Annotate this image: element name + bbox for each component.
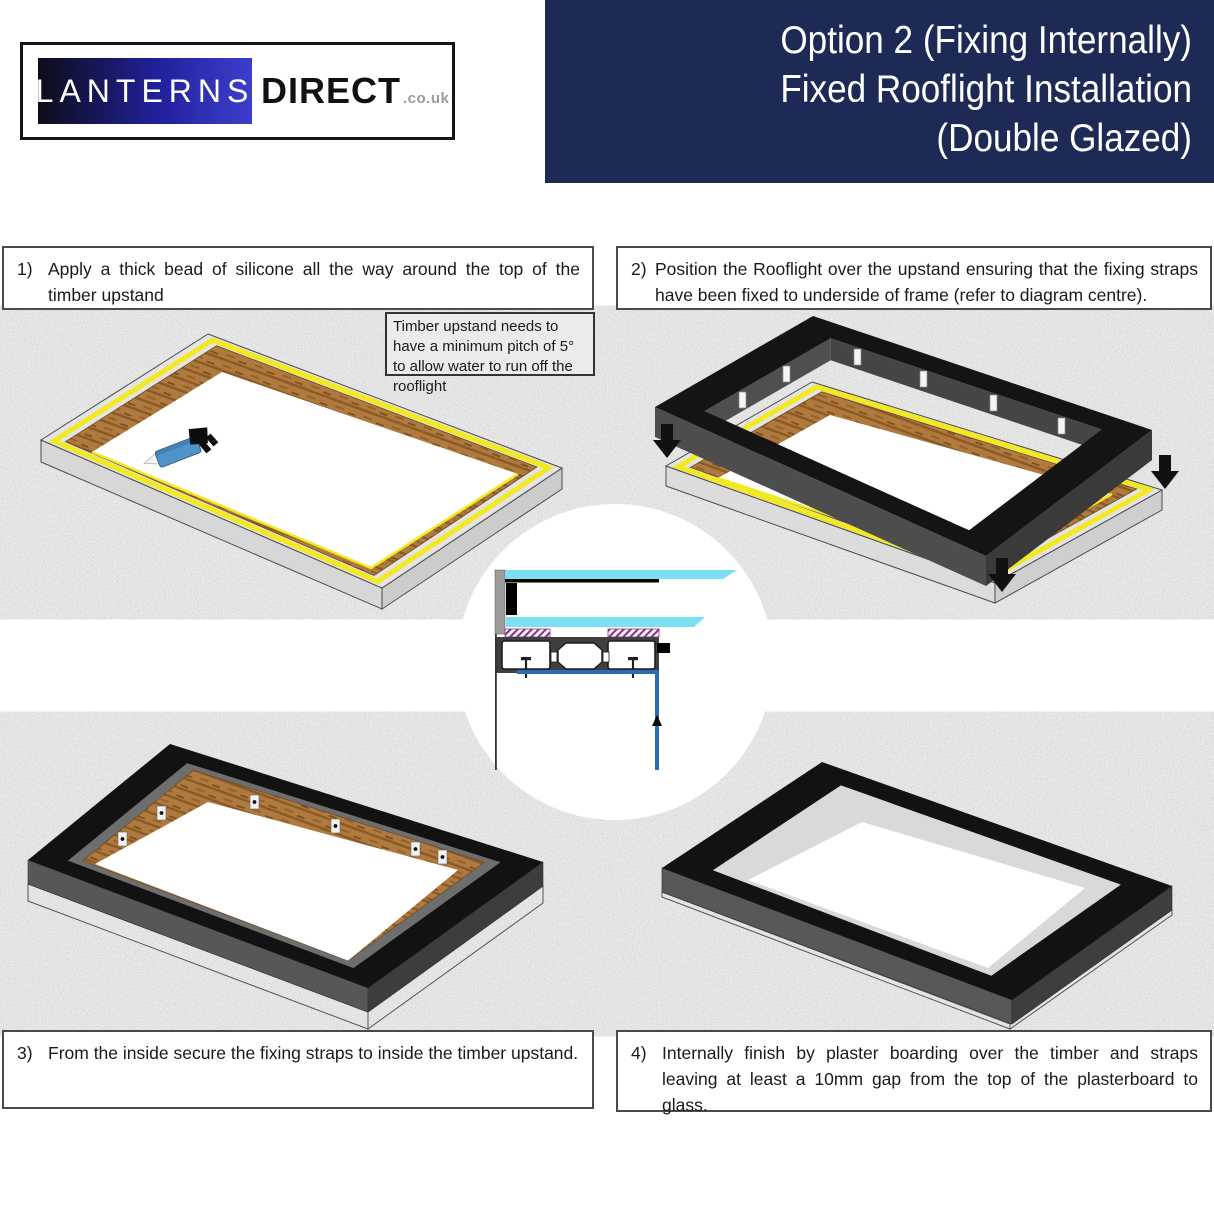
title-line-2: Fixed Rooflight Installation [780, 68, 1192, 111]
logo-brand-tld: .co.uk [403, 89, 450, 107]
step1-text: Apply a thick bead of silicone all the way around the top of the timber upstand [48, 259, 580, 305]
installation-diagram-canvas [0, 240, 1214, 1130]
title-line-3: (Double Glazed) [936, 117, 1192, 160]
step3-number: 3) [17, 1043, 33, 1063]
upstand-inner-line [495, 634, 497, 770]
thermal-gasket-left [505, 629, 550, 637]
step2-caption [616, 246, 1212, 310]
pitch-note: Timber upstand needs to have a minimum pitch of 5° to allow water to run off the rooflight [385, 312, 595, 376]
lanterns-direct-logo [20, 42, 455, 140]
glass-pane-top [505, 570, 737, 579]
step4-text: Internally finish by plaster boarding over the timber and straps leaving at least a 10mm gap from the top of the plasterboard to glass. [662, 1043, 1198, 1115]
step2-text: Position the Rooflight over the upstand ensuring that the fixing straps have been fixed to underside of frame (refer to diagram centre). [655, 259, 1198, 305]
logo-blue-panel [35, 58, 255, 124]
step2-number: 2) [631, 259, 647, 279]
glazing-spacer [506, 583, 517, 615]
step4-number: 4) [631, 1043, 647, 1063]
logo-brand-primary: LANTERNS [35, 72, 255, 109]
step1-number: 1) [17, 259, 33, 279]
step3-text: From the inside secure the fixing straps to inside the timber upstand. [48, 1043, 579, 1063]
thermal-gasket-right [608, 629, 659, 637]
step4-caption [616, 1030, 1212, 1115]
logo-brand-secondary: DIRECT [261, 70, 401, 111]
title-banner [545, 0, 1214, 183]
step1-caption [2, 246, 594, 310]
glass-pane-bottom [506, 617, 705, 627]
title-line-1: Option 2 (Fixing Internally) [780, 19, 1192, 62]
fixing-strap-horizontal [517, 670, 658, 674]
step3-caption [2, 1030, 594, 1109]
